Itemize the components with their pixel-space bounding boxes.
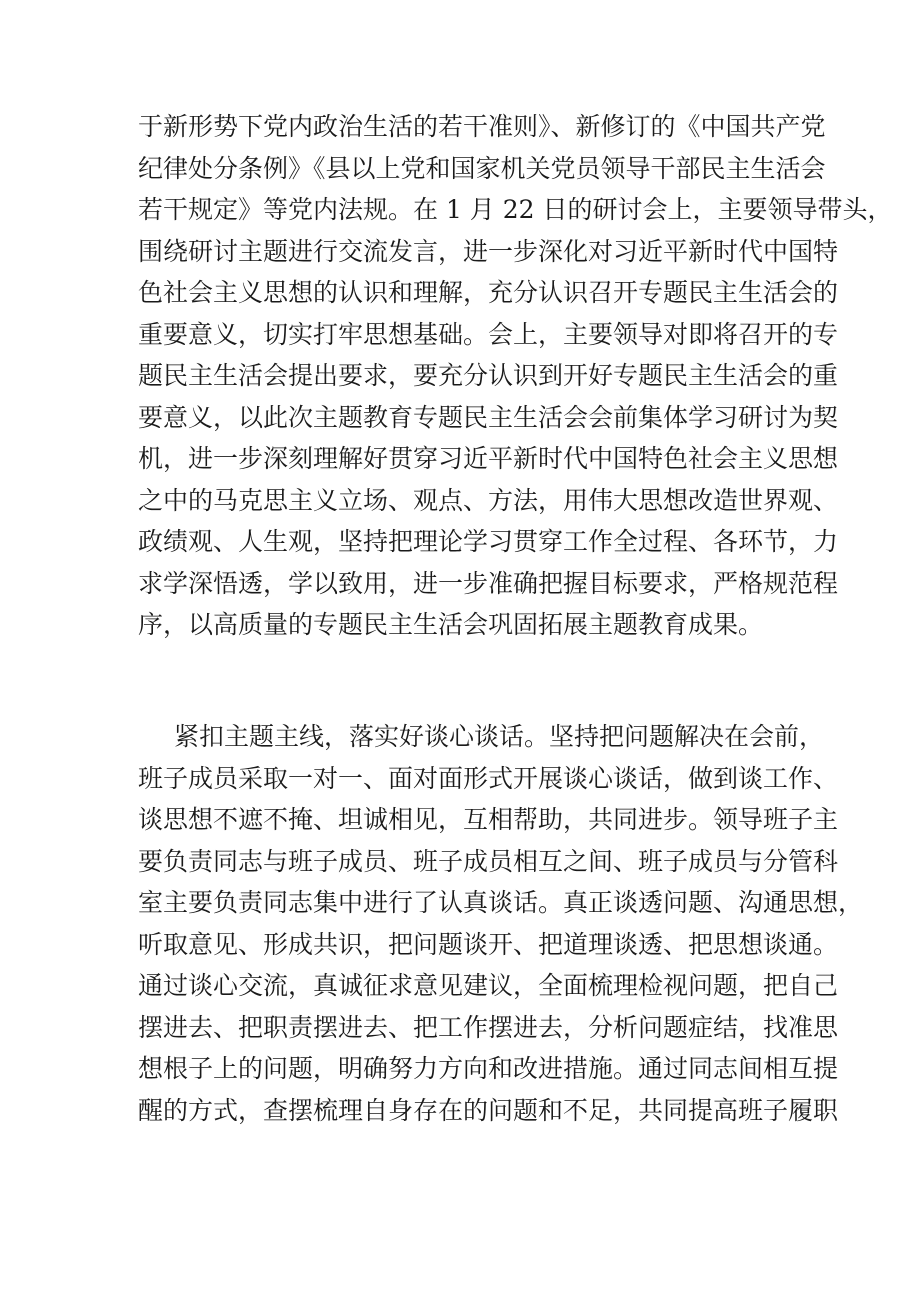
text-line: 重要意义，切实打牢思想基础。会上，主要领导对即将召开的专	[138, 319, 839, 349]
body-paragraph-2	[138, 716, 864, 1131]
text-line: 要意义，以此次主题教育专题民主生活会会前集体学习研讨为契	[138, 402, 839, 432]
text-line: 之中的马克思主义立场、观点、方法，用伟大思想改造世界观、	[138, 485, 839, 515]
text-line: 围绕研讨主题进行交流发言，进一步深化对习近平新时代中国特	[138, 236, 839, 266]
text-line: 想根子上的问题，明确努力方向和改进措施。通过同志间相互提	[138, 1054, 839, 1083]
text-line: 摆进去、把职责摆进去、把工作摆进去，分析问题症结，找准思	[138, 1012, 839, 1042]
text-line: 序，以高质量的专题民主生活会巩固拓展主题教育成果。	[138, 610, 764, 639]
text-line: 于新形势下党内政治生活的若干准则》、新修订的《中国共产党	[138, 112, 826, 141]
text-line: 求学深悟透，学以致用，进一步准确把握目标要求，严格规范程	[138, 568, 839, 598]
text-line: 纪律处分条例》《县以上党和国家机关党员领导干部民主生活会	[138, 153, 826, 183]
text-line: 色社会主义思想的认识和理解，充分认识召开专题民主生活会的	[138, 278, 839, 307]
text-line: 题民主生活会提出要求，要充分认识到开好专题民主生活会的重	[138, 361, 839, 390]
text-line: 醒的方式，查摆梳理自身存在的问题和不足，共同提高班子履职	[138, 1095, 839, 1125]
text-line: 政绩观、人生观，坚持把理论学习贯穿工作全过程、各环节，力	[138, 527, 839, 556]
text-line: 班子成员采取一对一、面对面形式开展谈心谈话，做到谈工作、	[138, 763, 839, 793]
text-line: 室主要负责同志集中进行了认真谈话。真正谈透问题、沟通思想，	[138, 888, 864, 917]
body-paragraph-1	[138, 106, 893, 646]
text-line: 听取意见、形成共识，把问题谈开、把道理谈透、把思想谈通。	[138, 929, 839, 959]
text-line: 若干规定》等党内法规。在 1 月 22 日的研讨会上，主要领导带头，	[138, 195, 893, 224]
text-line: 谈思想不遮不掩、坦诚相见，互相帮助，共同进步。领导班子主	[138, 805, 839, 834]
text-line-first: 紧扣主题主线，落实好谈心谈话。坚持把问题解决在会前，	[174, 722, 825, 751]
text-line: 要负责同志与班子成员、班子成员相互之间、班子成员与分管科	[138, 846, 839, 876]
text-line: 机，进一步深刻理解好贯穿习近平新时代中国特色社会主义思想	[138, 444, 839, 473]
text-line: 通过谈心交流，真诚征求意见建议，全面梳理检视问题，把自己	[138, 971, 839, 1000]
